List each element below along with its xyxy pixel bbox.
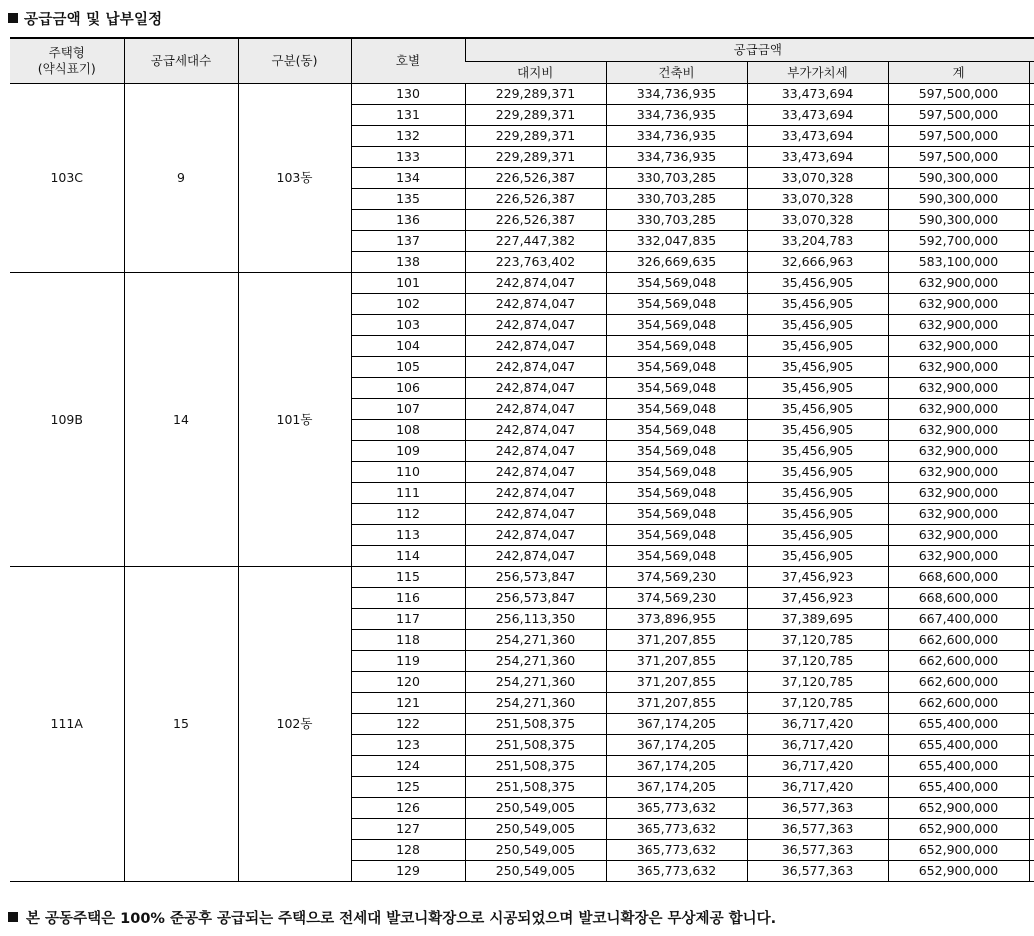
unit-no-cell: 112 [351, 504, 465, 525]
vat-cell: 36,717,420 [747, 777, 888, 798]
unit-no-cell: 116 [351, 588, 465, 609]
construction-cell: 354,569,048 [606, 336, 747, 357]
unit-no-cell: 137 [351, 231, 465, 252]
total-cell: 652,900,000 [888, 861, 1029, 882]
footnote-text: 본 공동주택은 100% 준공후 공급되는 주택으로 전세대 발코니확장으로 시공되었으며 발코니확장은 무상제공 합니다. [26, 911, 777, 927]
vat-cell: 37,389,695 [747, 609, 888, 630]
construction-cell: 374,569,230 [606, 567, 747, 588]
land-cell: 242,874,047 [465, 399, 606, 420]
unit-no-cell: 115 [351, 567, 465, 588]
construction-cell: 334,736,935 [606, 84, 747, 105]
unit-no-cell: 104 [351, 336, 465, 357]
vat-cell: 33,473,694 [747, 147, 888, 168]
unit-no-cell: 134 [351, 168, 465, 189]
extra-cell [1029, 378, 1034, 399]
total-cell: 632,900,000 [888, 441, 1029, 462]
extra-cell [1029, 777, 1034, 798]
unit-no-cell: 131 [351, 105, 465, 126]
extra-cell [1029, 420, 1034, 441]
extra-cell [1029, 798, 1034, 819]
total-cell: 652,900,000 [888, 798, 1029, 819]
unit-no-cell: 110 [351, 462, 465, 483]
type-cell: 109B [10, 273, 124, 567]
table-row [10, 567, 1034, 588]
total-cell: 655,400,000 [888, 735, 1029, 756]
header-construction: 건축비 [606, 62, 747, 84]
land-cell: 251,508,375 [465, 777, 606, 798]
vat-cell: 36,577,363 [747, 840, 888, 861]
land-cell: 242,874,047 [465, 336, 606, 357]
construction-cell: 354,569,048 [606, 441, 747, 462]
construction-cell: 334,736,935 [606, 147, 747, 168]
construction-cell: 330,703,285 [606, 210, 747, 231]
total-cell: 652,900,000 [888, 840, 1029, 861]
total-cell: 632,900,000 [888, 357, 1029, 378]
land-cell: 242,874,047 [465, 378, 606, 399]
construction-cell: 365,773,632 [606, 819, 747, 840]
construction-cell: 354,569,048 [606, 462, 747, 483]
square-bullet-icon [8, 13, 18, 23]
extra-cell [1029, 441, 1034, 462]
land-cell: 250,549,005 [465, 798, 606, 819]
unit-no-cell: 114 [351, 546, 465, 567]
footnote [8, 907, 776, 928]
total-cell: 592,700,000 [888, 231, 1029, 252]
extra-cell [1029, 840, 1034, 861]
construction-cell: 371,207,855 [606, 651, 747, 672]
extra-cell [1029, 609, 1034, 630]
construction-cell: 354,569,048 [606, 378, 747, 399]
unit-no-cell: 108 [351, 420, 465, 441]
vat-cell: 37,120,785 [747, 630, 888, 651]
header-building: 구분(동) [238, 38, 351, 84]
total-cell: 590,300,000 [888, 168, 1029, 189]
land-cell: 251,508,375 [465, 735, 606, 756]
total-cell: 668,600,000 [888, 567, 1029, 588]
vat-cell: 35,456,905 [747, 357, 888, 378]
unit-no-cell: 128 [351, 840, 465, 861]
land-cell: 242,874,047 [465, 273, 606, 294]
header-units: 공급세대수 [124, 38, 238, 84]
extra-cell [1029, 714, 1034, 735]
land-cell: 251,508,375 [465, 714, 606, 735]
land-cell: 242,874,047 [465, 420, 606, 441]
type-cell: 111A [10, 567, 124, 882]
vat-cell: 35,456,905 [747, 273, 888, 294]
unit-no-cell: 121 [351, 693, 465, 714]
total-cell: 597,500,000 [888, 84, 1029, 105]
land-cell: 242,874,047 [465, 357, 606, 378]
land-cell: 242,874,047 [465, 441, 606, 462]
vat-cell: 33,070,328 [747, 168, 888, 189]
extra-cell [1029, 399, 1034, 420]
section-title [8, 8, 162, 29]
unit-no-cell: 103 [351, 315, 465, 336]
extra-cell [1029, 483, 1034, 504]
vat-cell: 33,473,694 [747, 84, 888, 105]
extra-cell [1029, 462, 1034, 483]
header-land: 대지비 [465, 62, 606, 84]
land-cell: 250,549,005 [465, 840, 606, 861]
extra-cell [1029, 588, 1034, 609]
vat-cell: 33,473,694 [747, 105, 888, 126]
unit-no-cell: 132 [351, 126, 465, 147]
land-cell: 227,447,382 [465, 231, 606, 252]
land-cell: 256,573,847 [465, 567, 606, 588]
construction-cell: 334,736,935 [606, 126, 747, 147]
total-cell: 662,600,000 [888, 630, 1029, 651]
total-cell: 667,400,000 [888, 609, 1029, 630]
construction-cell: 373,896,955 [606, 609, 747, 630]
construction-cell: 334,736,935 [606, 105, 747, 126]
total-cell: 632,900,000 [888, 315, 1029, 336]
unit-no-cell: 117 [351, 609, 465, 630]
vat-cell: 33,070,328 [747, 210, 888, 231]
land-cell: 254,271,360 [465, 693, 606, 714]
vat-cell: 36,717,420 [747, 735, 888, 756]
land-cell: 242,874,047 [465, 525, 606, 546]
land-cell: 226,526,387 [465, 168, 606, 189]
table-row [10, 273, 1034, 294]
total-cell: 632,900,000 [888, 483, 1029, 504]
extra-cell [1029, 861, 1034, 882]
header-type-sub: (약식표기) [37, 61, 96, 76]
unit-no-cell: 119 [351, 651, 465, 672]
extra-cell [1029, 294, 1034, 315]
construction-cell: 330,703,285 [606, 189, 747, 210]
total-cell: 632,900,000 [888, 546, 1029, 567]
extra-cell [1029, 84, 1034, 105]
construction-cell: 354,569,048 [606, 546, 747, 567]
unit-no-cell: 123 [351, 735, 465, 756]
extra-cell [1029, 126, 1034, 147]
construction-cell: 374,569,230 [606, 588, 747, 609]
land-cell: 242,874,047 [465, 504, 606, 525]
header-amount: 공급금액 [465, 38, 1034, 62]
construction-cell: 354,569,048 [606, 420, 747, 441]
land-cell: 229,289,371 [465, 147, 606, 168]
total-cell: 632,900,000 [888, 336, 1029, 357]
vat-cell: 36,717,420 [747, 756, 888, 777]
land-cell: 254,271,360 [465, 672, 606, 693]
total-cell: 597,500,000 [888, 126, 1029, 147]
extra-cell [1029, 525, 1034, 546]
vat-cell: 35,456,905 [747, 294, 888, 315]
land-cell: 256,113,350 [465, 609, 606, 630]
construction-cell: 354,569,048 [606, 357, 747, 378]
supply-price-table [10, 37, 1034, 882]
construction-cell: 354,569,048 [606, 525, 747, 546]
construction-cell: 326,669,635 [606, 252, 747, 273]
extra-cell [1029, 756, 1034, 777]
unit-no-cell: 138 [351, 252, 465, 273]
vat-cell: 37,120,785 [747, 693, 888, 714]
units-cell: 14 [124, 273, 238, 567]
extra-cell [1029, 693, 1034, 714]
table-row [10, 84, 1034, 105]
vat-cell: 35,456,905 [747, 315, 888, 336]
vat-cell: 35,456,905 [747, 378, 888, 399]
construction-cell: 367,174,205 [606, 714, 747, 735]
unit-no-cell: 122 [351, 714, 465, 735]
extra-cell [1029, 210, 1034, 231]
construction-cell: 354,569,048 [606, 273, 747, 294]
total-cell: 662,600,000 [888, 672, 1029, 693]
vat-cell: 36,577,363 [747, 861, 888, 882]
construction-cell: 365,773,632 [606, 861, 747, 882]
building-cell: 101동 [238, 273, 351, 567]
total-cell: 632,900,000 [888, 420, 1029, 441]
construction-cell: 354,569,048 [606, 399, 747, 420]
land-cell: 229,289,371 [465, 105, 606, 126]
land-cell: 256,573,847 [465, 588, 606, 609]
extra-cell [1029, 504, 1034, 525]
land-cell: 250,549,005 [465, 819, 606, 840]
header-vat: 부가가치세 [747, 62, 888, 84]
vat-cell: 36,577,363 [747, 798, 888, 819]
extra-cell [1029, 189, 1034, 210]
unit-no-cell: 127 [351, 819, 465, 840]
vat-cell: 37,456,923 [747, 588, 888, 609]
total-cell: 590,300,000 [888, 210, 1029, 231]
land-cell: 242,874,047 [465, 546, 606, 567]
total-cell: 652,900,000 [888, 819, 1029, 840]
vat-cell: 33,204,783 [747, 231, 888, 252]
construction-cell: 354,569,048 [606, 504, 747, 525]
construction-cell: 330,703,285 [606, 168, 747, 189]
total-cell: 655,400,000 [888, 777, 1029, 798]
vat-cell: 35,456,905 [747, 483, 888, 504]
construction-cell: 371,207,855 [606, 693, 747, 714]
vat-cell: 35,456,905 [747, 525, 888, 546]
unit-no-cell: 106 [351, 378, 465, 399]
total-cell: 662,600,000 [888, 693, 1029, 714]
unit-no-cell: 129 [351, 861, 465, 882]
construction-cell: 354,569,048 [606, 315, 747, 336]
unit-no-cell: 135 [351, 189, 465, 210]
unit-no-cell: 101 [351, 273, 465, 294]
header-type [10, 38, 124, 84]
unit-no-cell: 105 [351, 357, 465, 378]
land-cell: 254,271,360 [465, 651, 606, 672]
total-cell: 590,300,000 [888, 189, 1029, 210]
unit-no-cell: 130 [351, 84, 465, 105]
land-cell: 242,874,047 [465, 315, 606, 336]
total-cell: 632,900,000 [888, 294, 1029, 315]
land-cell: 250,549,005 [465, 861, 606, 882]
total-cell: 632,900,000 [888, 378, 1029, 399]
unit-no-cell: 102 [351, 294, 465, 315]
extra-cell [1029, 273, 1034, 294]
header-unit-no: 호별 [351, 38, 465, 84]
vat-cell: 35,456,905 [747, 462, 888, 483]
vat-cell: 37,456,923 [747, 567, 888, 588]
unit-no-cell: 124 [351, 756, 465, 777]
header-total: 계 [888, 62, 1029, 84]
extra-cell [1029, 336, 1034, 357]
unit-no-cell: 118 [351, 630, 465, 651]
extra-cell [1029, 546, 1034, 567]
total-cell: 668,600,000 [888, 588, 1029, 609]
unit-no-cell: 136 [351, 210, 465, 231]
table-body [10, 84, 1034, 882]
extra-cell [1029, 630, 1034, 651]
unit-no-cell: 109 [351, 441, 465, 462]
vat-cell: 35,456,905 [747, 399, 888, 420]
extra-cell [1029, 567, 1034, 588]
unit-no-cell: 111 [351, 483, 465, 504]
construction-cell: 332,047,835 [606, 231, 747, 252]
vat-cell: 32,666,963 [747, 252, 888, 273]
land-cell: 223,763,402 [465, 252, 606, 273]
vat-cell: 35,456,905 [747, 336, 888, 357]
header-extra [1029, 62, 1034, 84]
extra-cell [1029, 651, 1034, 672]
units-cell: 15 [124, 567, 238, 882]
land-cell: 242,874,047 [465, 483, 606, 504]
unit-no-cell: 133 [351, 147, 465, 168]
vat-cell: 37,120,785 [747, 651, 888, 672]
total-cell: 632,900,000 [888, 504, 1029, 525]
total-cell: 662,600,000 [888, 651, 1029, 672]
total-cell: 655,400,000 [888, 756, 1029, 777]
land-cell: 226,526,387 [465, 189, 606, 210]
total-cell: 583,100,000 [888, 252, 1029, 273]
unit-no-cell: 125 [351, 777, 465, 798]
extra-cell [1029, 147, 1034, 168]
type-cell: 103C [10, 84, 124, 273]
total-cell: 632,900,000 [888, 399, 1029, 420]
land-cell: 254,271,360 [465, 630, 606, 651]
total-cell: 632,900,000 [888, 525, 1029, 546]
building-cell: 103동 [238, 84, 351, 273]
total-cell: 632,900,000 [888, 273, 1029, 294]
vat-cell: 33,473,694 [747, 126, 888, 147]
square-bullet-icon [8, 912, 18, 922]
section-title-text: 공급금액 및 납부일정 [24, 12, 163, 28]
extra-cell [1029, 105, 1034, 126]
total-cell: 597,500,000 [888, 105, 1029, 126]
unit-no-cell: 107 [351, 399, 465, 420]
extra-cell [1029, 168, 1034, 189]
unit-no-cell: 113 [351, 525, 465, 546]
unit-no-cell: 120 [351, 672, 465, 693]
vat-cell: 35,456,905 [747, 420, 888, 441]
building-cell: 102동 [238, 567, 351, 882]
extra-cell [1029, 315, 1034, 336]
vat-cell: 35,456,905 [747, 546, 888, 567]
header-type-label: 주택형 [48, 45, 85, 60]
table-header [10, 38, 1034, 84]
construction-cell: 365,773,632 [606, 798, 747, 819]
vat-cell: 37,120,785 [747, 672, 888, 693]
land-cell: 226,526,387 [465, 210, 606, 231]
construction-cell: 354,569,048 [606, 483, 747, 504]
construction-cell: 367,174,205 [606, 735, 747, 756]
total-cell: 655,400,000 [888, 714, 1029, 735]
total-cell: 632,900,000 [888, 462, 1029, 483]
extra-cell [1029, 231, 1034, 252]
vat-cell: 33,070,328 [747, 189, 888, 210]
construction-cell: 354,569,048 [606, 294, 747, 315]
construction-cell: 371,207,855 [606, 630, 747, 651]
units-cell: 9 [124, 84, 238, 273]
vat-cell: 35,456,905 [747, 441, 888, 462]
unit-no-cell: 126 [351, 798, 465, 819]
land-cell: 229,289,371 [465, 126, 606, 147]
land-cell: 251,508,375 [465, 756, 606, 777]
vat-cell: 36,717,420 [747, 714, 888, 735]
construction-cell: 367,174,205 [606, 777, 747, 798]
construction-cell: 367,174,205 [606, 756, 747, 777]
extra-cell [1029, 735, 1034, 756]
construction-cell: 371,207,855 [606, 672, 747, 693]
land-cell: 229,289,371 [465, 84, 606, 105]
vat-cell: 35,456,905 [747, 504, 888, 525]
total-cell: 597,500,000 [888, 147, 1029, 168]
construction-cell: 365,773,632 [606, 840, 747, 861]
land-cell: 242,874,047 [465, 294, 606, 315]
extra-cell [1029, 357, 1034, 378]
vat-cell: 36,577,363 [747, 819, 888, 840]
extra-cell [1029, 672, 1034, 693]
extra-cell [1029, 252, 1034, 273]
land-cell: 242,874,047 [465, 462, 606, 483]
extra-cell [1029, 819, 1034, 840]
